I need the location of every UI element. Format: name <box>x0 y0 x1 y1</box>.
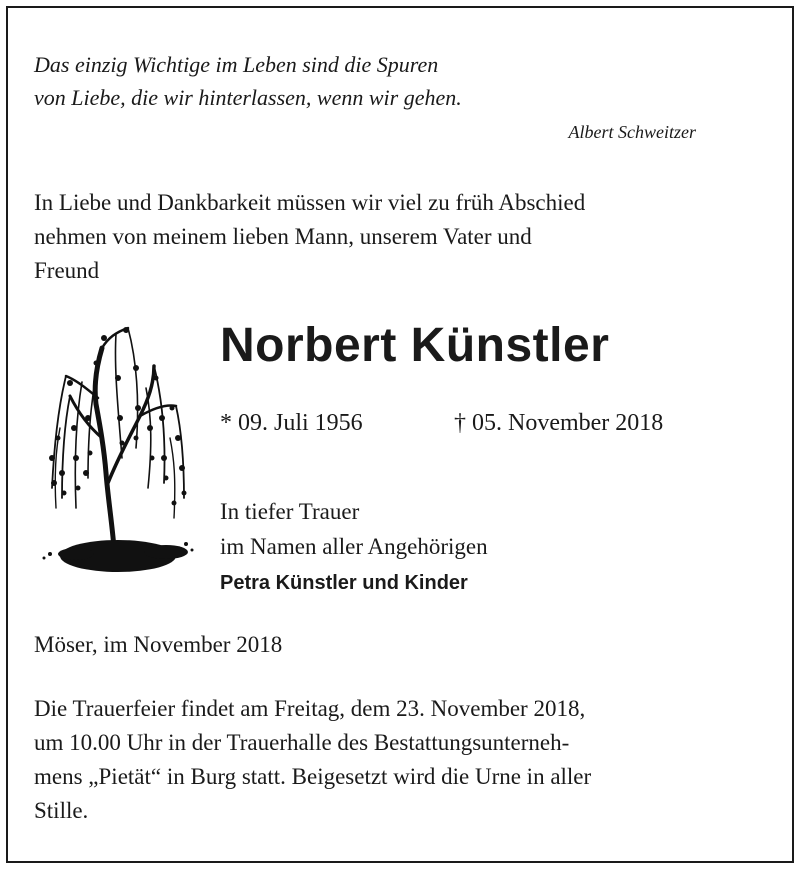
weeping-willow-icon <box>36 308 196 598</box>
quote-line-2: von Liebe, die wir hinterlassen, wenn wir gehen. <box>34 85 462 110</box>
funeral-line-4: Stille. <box>34 798 89 823</box>
funeral-line-2: um 10.00 Uhr in der Trauerhalle des Bestattungsunterneh- <box>34 730 570 755</box>
quote-line-1: Das einzig Wichtige im Leben sind die Spuren <box>34 52 439 77</box>
place-date: Möser, im November 2018 <box>34 632 283 657</box>
deceased-name: Norbert Künstler <box>220 319 610 372</box>
funeral-line-1: Die Trauerfeier findet am Freitag, dem 23. November 2018, <box>34 696 586 721</box>
mourning-line-1: In tiefer Trauer <box>220 499 360 524</box>
quote-author: Albert Schweitzer <box>568 122 696 142</box>
intro-line-1: In Liebe und Dankbarkeit müssen wir viel zu früh Abschied <box>34 190 586 215</box>
mourning-line-2: im Namen aller Angehörigen <box>220 534 488 559</box>
intro-line-2: nehmen von meinem lieben Mann, unserem Vater und <box>34 224 532 249</box>
obituary-frame <box>6 6 794 863</box>
mourners-names: Petra Künstler und Kinder <box>220 572 468 594</box>
death-date: † 05. November 2018 <box>454 410 664 436</box>
intro-line-3: Freund <box>34 258 100 283</box>
birth-date: * 09. Juli 1956 <box>220 410 363 436</box>
funeral-line-3: mens „Pietät“ in Burg statt. Beigesetzt wird die Urne in aller <box>34 764 592 789</box>
